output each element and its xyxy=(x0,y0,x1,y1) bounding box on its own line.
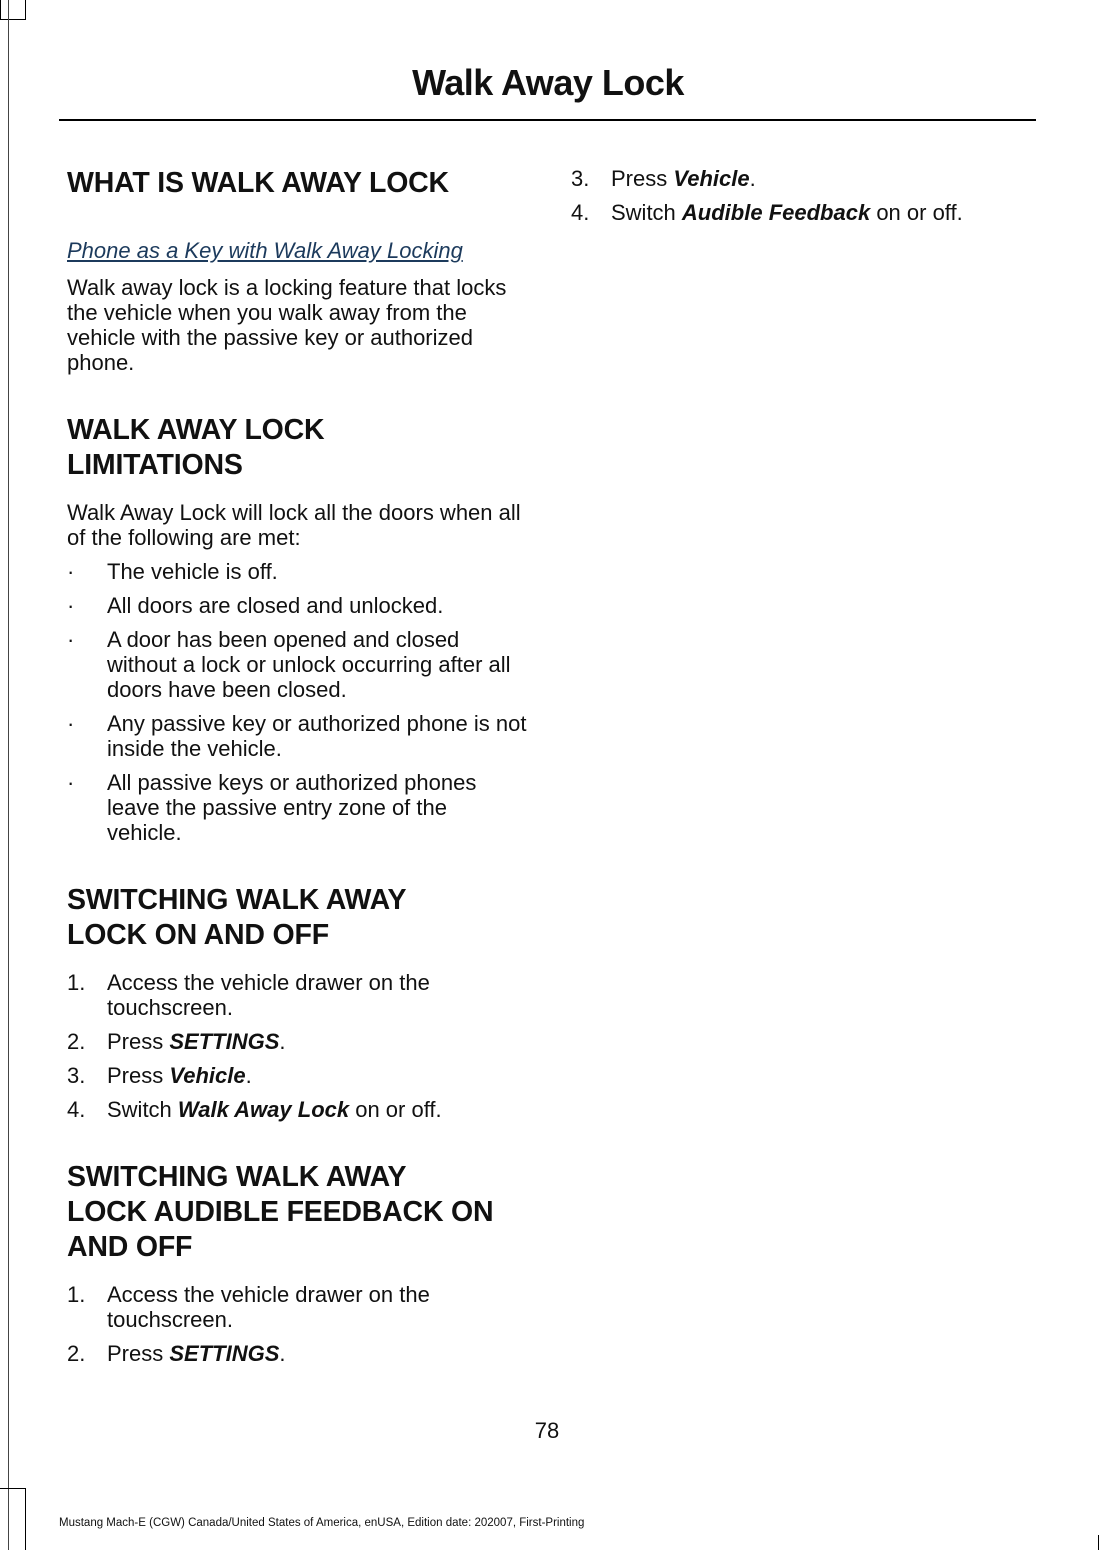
ui-term-settings: SETTINGS xyxy=(169,1029,280,1054)
step-text-pre: Press xyxy=(107,1063,170,1088)
bullet-marker: · xyxy=(67,627,75,652)
right-column xyxy=(571,166,1041,225)
step-number: 1. xyxy=(67,970,86,995)
what-is-body: Walk away lock is a locking feature that locks the vehicle when you walk away from the vehicle with the passive key or authorized phone. xyxy=(67,275,507,375)
step-item xyxy=(67,1282,527,1332)
list-item xyxy=(67,627,527,702)
list-item-text: All doors are closed and unlocked. xyxy=(107,593,444,618)
crop-mark-top-left-v2 xyxy=(25,0,26,20)
step-item xyxy=(67,1097,527,1122)
heading-switching-line2: LOCK ON AND OFF xyxy=(67,919,329,951)
bullet-marker: · xyxy=(67,770,75,795)
title-divider xyxy=(59,119,1036,121)
step-text-post: . xyxy=(279,1341,286,1366)
step-text-post: . xyxy=(279,1029,286,1054)
heading-limitations-line1: WALK AWAY LOCK xyxy=(67,414,325,446)
bullet-marker: · xyxy=(67,593,75,618)
page-number: 78 xyxy=(534,1418,560,1443)
step-number: 2. xyxy=(67,1341,86,1366)
step-number: 4. xyxy=(67,1097,86,1122)
step-number: 2. xyxy=(67,1029,86,1054)
step-number: 1. xyxy=(67,1282,86,1307)
list-item-text: All passive keys or authorized phones leave the passive entry zone of the vehicle. xyxy=(107,770,477,845)
step-text: Access the vehicle drawer on the touchscreen. xyxy=(107,970,430,1020)
heading-audible-line1: SWITCHING WALK AWAY xyxy=(67,1161,407,1193)
limitations-list xyxy=(67,559,527,845)
crop-mark-top-left-h xyxy=(0,19,26,20)
step-item xyxy=(67,970,527,1020)
step-item xyxy=(67,1341,527,1366)
switching-steps xyxy=(67,970,527,1122)
step-text-post: . xyxy=(749,166,756,191)
crop-mark-bottom-left-h xyxy=(0,1488,26,1489)
step-item xyxy=(571,166,1041,191)
heading-audible-line2: LOCK AUDIBLE FEEDBACK ON xyxy=(67,1196,494,1228)
step-text-post: . xyxy=(245,1063,252,1088)
heading-audible-line3: AND OFF xyxy=(67,1231,193,1263)
crop-mark-bottom-left-v xyxy=(25,1488,26,1550)
step-text-post: on or off. xyxy=(870,200,963,225)
page-title: Walk Away Lock xyxy=(412,62,684,103)
list-item xyxy=(67,711,527,761)
step-text-pre: Press xyxy=(107,1341,170,1366)
step-number: 3. xyxy=(571,166,590,191)
ui-term-audible-feedback: Audible Feedback xyxy=(681,200,871,225)
list-item-text: Any passive key or authorized phone is not inside the vehicle. xyxy=(107,711,527,761)
list-item-text: A door has been opened and closed without a lock or unlock occurring after all doors have been closed. xyxy=(107,627,511,702)
list-item-text: The vehicle is off. xyxy=(107,559,278,584)
link-phone-as-a-key[interactable]: Phone as a Key with Walk Away Locking xyxy=(67,238,463,263)
list-item xyxy=(67,559,527,584)
step-item xyxy=(67,1063,527,1088)
heading-limitations-line2: LIMITATIONS xyxy=(67,449,243,481)
heading-audible-feedback xyxy=(67,1160,527,1265)
step-number: 3. xyxy=(67,1063,86,1088)
step-number: 4. xyxy=(571,200,590,225)
step-text-pre: Press xyxy=(611,166,674,191)
step-text-post: on or off. xyxy=(349,1097,442,1122)
audible-steps-part1 xyxy=(67,1282,527,1366)
footer-edition-info: Mustang Mach-E (CGW) Canada/United States of America, enUSA, Edition date: 202007, First-Printing xyxy=(59,1517,585,1529)
heading-limitations xyxy=(67,413,527,483)
list-item xyxy=(67,770,527,845)
crop-mark-bottom-right-v xyxy=(1098,1535,1099,1550)
bullet-marker: · xyxy=(67,559,75,584)
step-text-pre: Switch xyxy=(611,200,682,225)
ui-term-vehicle: Vehicle xyxy=(673,166,750,191)
left-column xyxy=(67,166,527,1366)
limitations-intro: Walk Away Lock will lock all the doors when all of the following are met: xyxy=(67,500,521,550)
heading-switching xyxy=(67,883,527,953)
heading-switching-line1: SWITCHING WALK AWAY xyxy=(67,884,407,916)
crop-mark-top-left-v xyxy=(0,0,1,20)
ui-term-vehicle: Vehicle xyxy=(169,1063,246,1088)
step-item xyxy=(67,1029,527,1054)
list-item xyxy=(67,593,527,618)
ui-term-walk-away-lock: Walk Away Lock xyxy=(177,1097,350,1122)
ui-term-settings: SETTINGS xyxy=(169,1341,280,1366)
step-text: Access the vehicle drawer on the touchscreen. xyxy=(107,1282,430,1332)
crop-mark-left-edge xyxy=(8,0,9,1550)
step-text-pre: Switch xyxy=(107,1097,178,1122)
step-item xyxy=(571,200,1041,225)
heading-what-is-walk-away-lock: WHAT IS WALK AWAY LOCK xyxy=(67,167,449,199)
audible-steps-part2 xyxy=(571,166,1041,225)
bullet-marker: · xyxy=(67,711,75,736)
step-text-pre: Press xyxy=(107,1029,170,1054)
